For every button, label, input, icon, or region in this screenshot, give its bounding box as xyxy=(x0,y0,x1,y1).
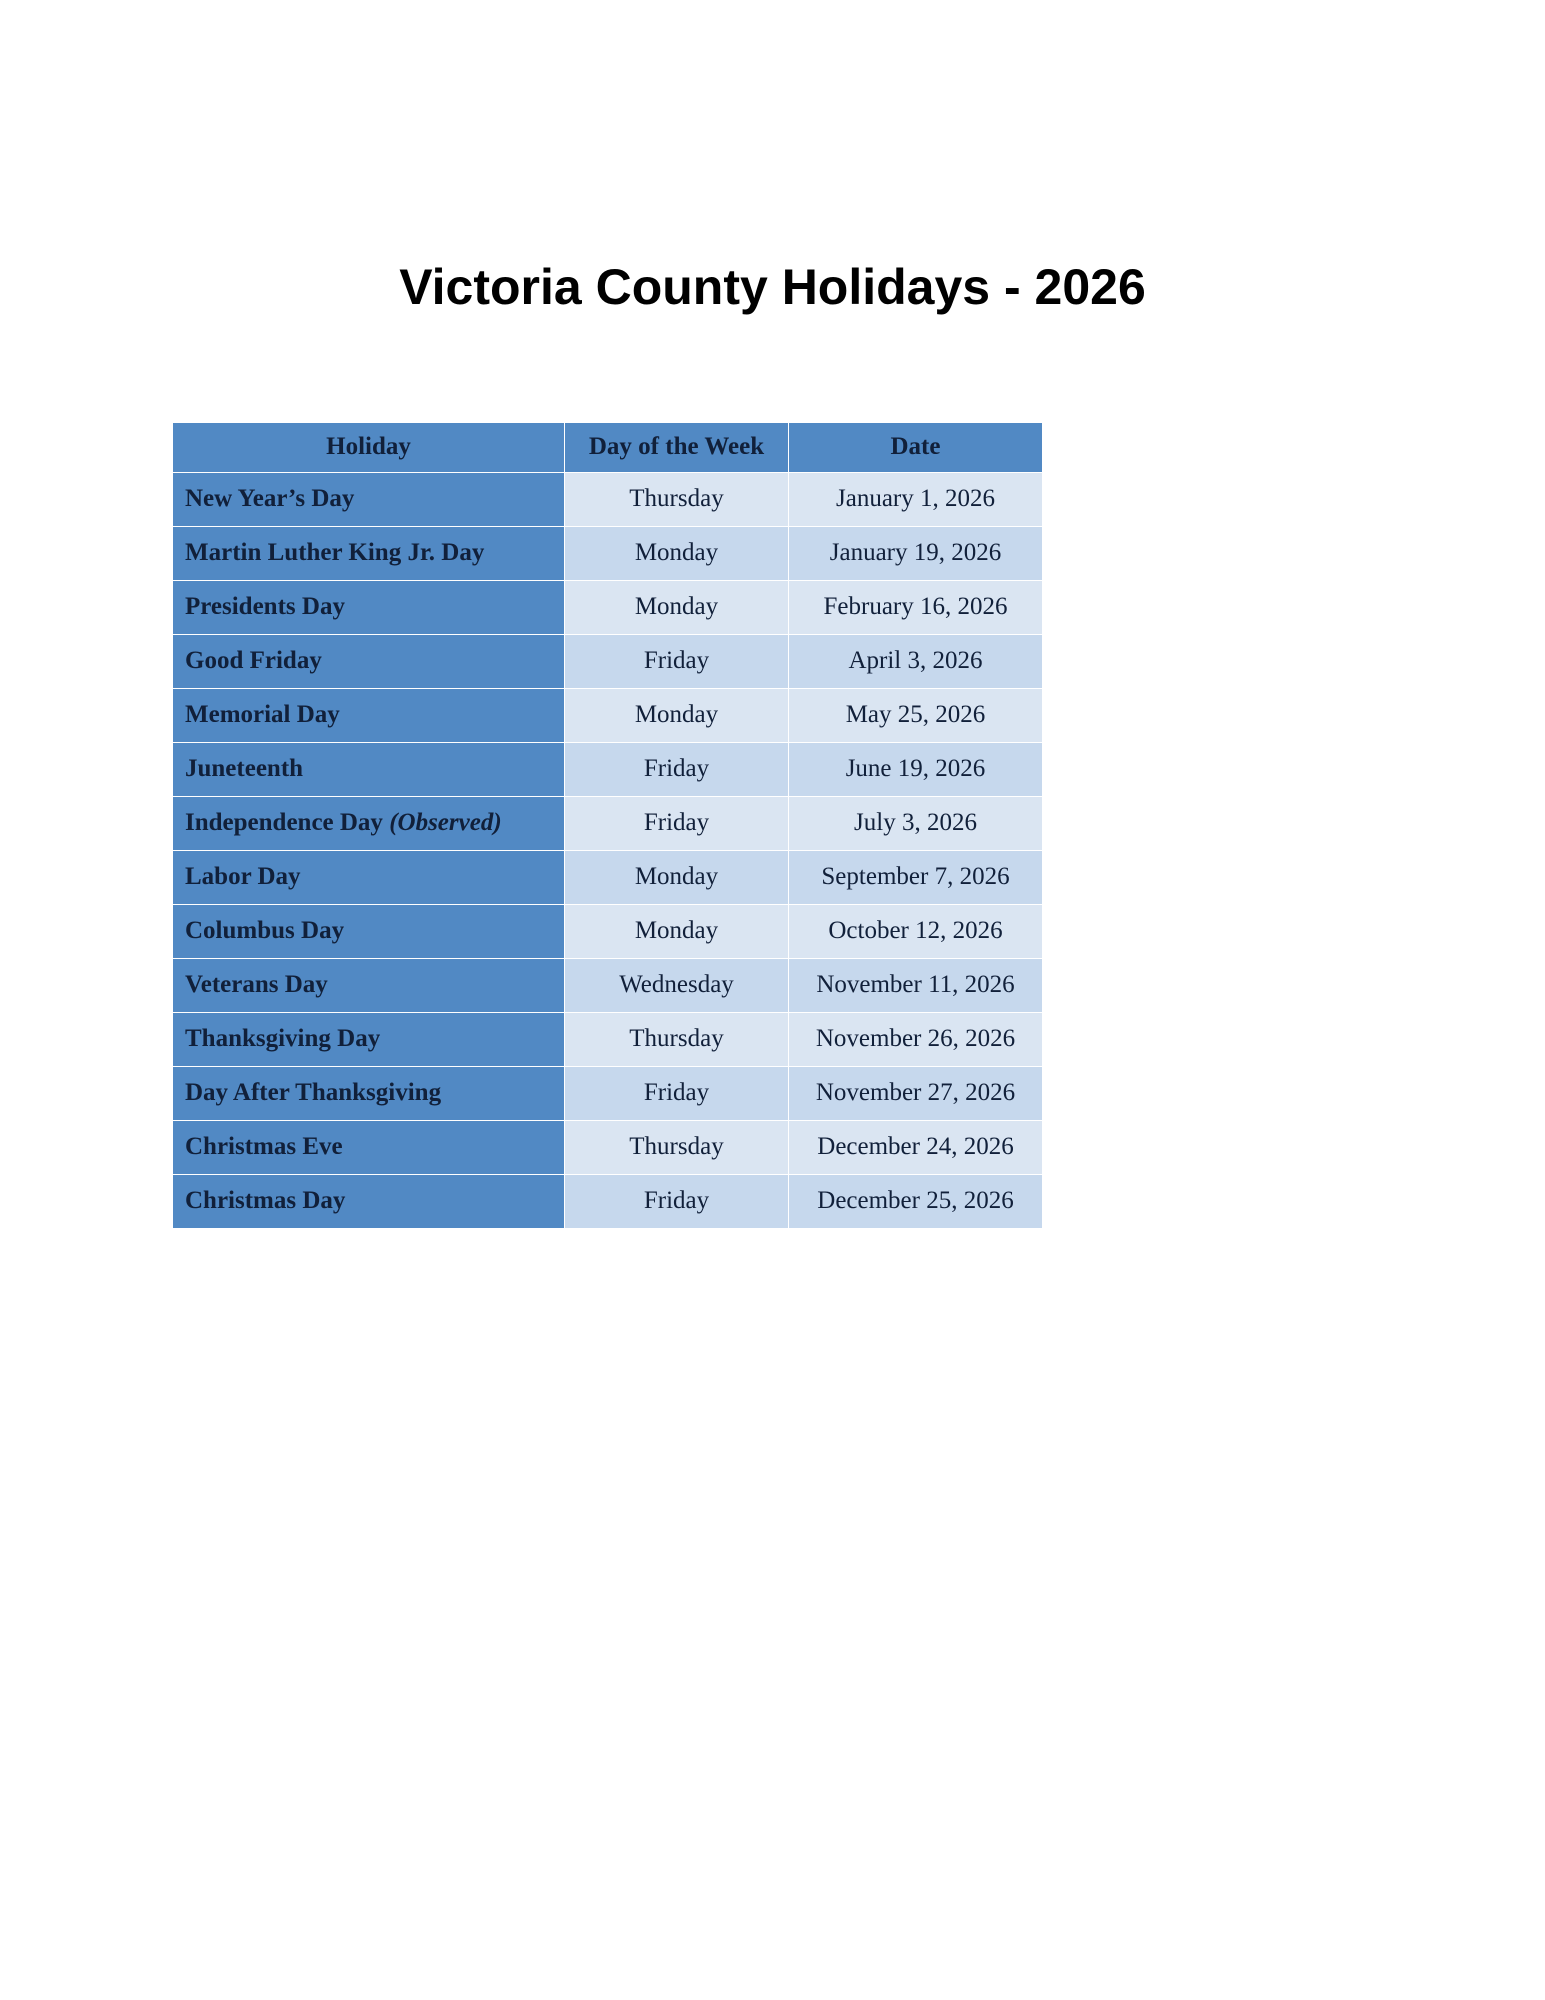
cell-holiday-name xyxy=(173,689,565,743)
cell-holiday-name xyxy=(173,1013,565,1067)
holiday-name-text: Day After Thanksgiving xyxy=(185,1079,442,1106)
cell-day-of-week: Friday xyxy=(565,797,789,851)
column-header-day: Day of the Week xyxy=(565,423,789,473)
cell-day-of-week: Monday xyxy=(565,851,789,905)
cell-date: April 3, 2026 xyxy=(789,635,1043,689)
cell-holiday-name xyxy=(173,959,565,1013)
cell-date: December 24, 2026 xyxy=(789,1121,1043,1175)
table-row xyxy=(173,959,1043,1013)
table-row xyxy=(173,1121,1043,1175)
column-header-holiday: Holiday xyxy=(173,423,565,473)
holiday-name-text: Christmas Day xyxy=(185,1187,346,1214)
table-row xyxy=(173,689,1043,743)
table-body xyxy=(173,473,1043,1229)
cell-holiday-name xyxy=(173,797,565,851)
cell-date: November 27, 2026 xyxy=(789,1067,1043,1121)
cell-day-of-week: Wednesday xyxy=(565,959,789,1013)
table-header-row xyxy=(173,423,1043,473)
table-row xyxy=(173,473,1043,527)
cell-date: February 16, 2026 xyxy=(789,581,1043,635)
cell-day-of-week: Friday xyxy=(565,635,789,689)
table-row xyxy=(173,1013,1043,1067)
holiday-name-text: Thanksgiving Day xyxy=(185,1025,381,1052)
cell-date: June 19, 2026 xyxy=(789,743,1043,797)
cell-date: July 3, 2026 xyxy=(789,797,1043,851)
cell-date: November 26, 2026 xyxy=(789,1013,1043,1067)
cell-day-of-week: Monday xyxy=(565,581,789,635)
holiday-name-text: Martin Luther King Jr. Day xyxy=(185,539,485,566)
cell-day-of-week: Thursday xyxy=(565,1121,789,1175)
holiday-name-text: Juneteenth xyxy=(185,755,304,782)
holiday-observed-note: (Observed) xyxy=(389,809,502,836)
holiday-name-text: Christmas Eve xyxy=(185,1133,343,1160)
table-row xyxy=(173,581,1043,635)
holiday-name-text: New Year’s Day xyxy=(185,485,355,512)
column-header-date: Date xyxy=(789,423,1043,473)
cell-day-of-week: Monday xyxy=(565,527,789,581)
holiday-name-text: Memorial Day xyxy=(185,701,340,728)
cell-day-of-week: Monday xyxy=(565,689,789,743)
cell-holiday-name xyxy=(173,1067,565,1121)
table-row xyxy=(173,1175,1043,1229)
page-title: Victoria County Holidays - 2026 xyxy=(399,259,1146,315)
cell-day-of-week: Friday xyxy=(565,1175,789,1229)
cell-date: January 1, 2026 xyxy=(789,473,1043,527)
cell-holiday-name xyxy=(173,905,565,959)
cell-date: October 12, 2026 xyxy=(789,905,1043,959)
cell-day-of-week: Friday xyxy=(565,743,789,797)
cell-holiday-name xyxy=(173,581,565,635)
cell-day-of-week: Friday xyxy=(565,1067,789,1121)
holiday-name-text: Good Friday xyxy=(185,647,322,674)
table-row xyxy=(173,635,1043,689)
table-row xyxy=(173,905,1043,959)
cell-holiday-name xyxy=(173,527,565,581)
holiday-name-text: Columbus Day xyxy=(185,917,345,944)
cell-date: November 11, 2026 xyxy=(789,959,1043,1013)
table-row xyxy=(173,743,1043,797)
holiday-name-text: Presidents Day xyxy=(185,593,345,620)
holiday-name-text: Independence Day xyxy=(185,809,383,836)
cell-holiday-name xyxy=(173,743,565,797)
table-row xyxy=(173,1067,1043,1121)
table-row xyxy=(173,851,1043,905)
cell-date: September 7, 2026 xyxy=(789,851,1043,905)
holiday-name-text: Labor Day xyxy=(185,863,301,890)
cell-date: January 19, 2026 xyxy=(789,527,1043,581)
cell-date: May 25, 2026 xyxy=(789,689,1043,743)
cell-date: December 25, 2026 xyxy=(789,1175,1043,1229)
table-row xyxy=(173,797,1043,851)
cell-holiday-name xyxy=(173,1121,565,1175)
holiday-name-text: Veterans Day xyxy=(185,971,328,998)
cell-day-of-week: Thursday xyxy=(565,1013,789,1067)
holidays-table xyxy=(172,422,1043,1229)
cell-day-of-week: Thursday xyxy=(565,473,789,527)
cell-day-of-week: Monday xyxy=(565,905,789,959)
cell-holiday-name xyxy=(173,851,565,905)
cell-holiday-name xyxy=(173,635,565,689)
table-row xyxy=(173,527,1043,581)
cell-holiday-name xyxy=(173,1175,565,1229)
cell-holiday-name xyxy=(173,473,565,527)
